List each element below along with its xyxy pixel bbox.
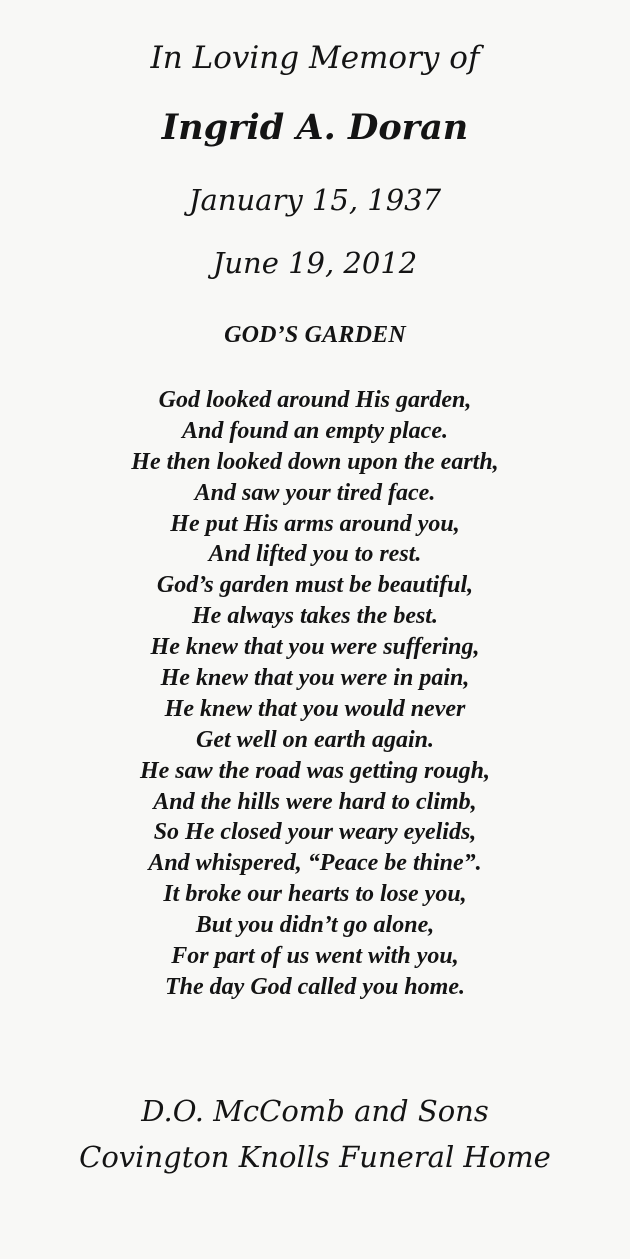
deceased-name: Ingrid A. Doran xyxy=(161,107,469,148)
poem-line: The day God called you home. xyxy=(165,973,465,1000)
poem-line: He knew that you were in pain, xyxy=(160,665,470,692)
poem-line: And lifted you to rest. xyxy=(208,541,422,568)
poem-line: But you didn’t go alone, xyxy=(195,912,435,939)
poem-line: For part of us went with you, xyxy=(171,943,459,970)
poem-line: And whispered, “Peace be thine”. xyxy=(148,850,482,877)
birth-date: January 15, 1937 xyxy=(188,183,442,217)
poem-line: So He closed your weary eyelids, xyxy=(153,819,477,846)
poem-line: And saw your tired face. xyxy=(194,479,436,506)
poem-line: He knew that you were suffering, xyxy=(150,634,480,661)
poem-line: He knew that you would never xyxy=(164,695,466,722)
poem-line: And the hills were hard to climb, xyxy=(153,788,477,815)
poem-line: God’s garden must be beautiful, xyxy=(156,572,474,599)
poem-body xyxy=(0,385,630,1003)
death-date: June 19, 2012 xyxy=(212,246,418,280)
poem-line: Get well on earth again. xyxy=(195,726,435,753)
in-loving-memory-heading: In Loving Memory of xyxy=(150,40,480,76)
funeral-home-owner: D.O. McComb and Sons xyxy=(141,1094,489,1128)
poem-line: And found an empty place. xyxy=(181,417,448,444)
poem-line: He always takes the best. xyxy=(192,603,438,630)
poem-line: He saw the road was getting rough, xyxy=(139,757,491,784)
poem-line: He put His arms around you, xyxy=(170,510,460,537)
poem-title: GOD’S GARDEN xyxy=(224,322,406,348)
funeral-home-name: Covington Knolls Funeral Home xyxy=(79,1140,551,1174)
poem-line: God looked around His garden, xyxy=(158,387,472,413)
poem-line: It broke our hearts to lose you, xyxy=(163,881,467,908)
poem-line: He then looked down upon the earth, xyxy=(131,448,499,475)
